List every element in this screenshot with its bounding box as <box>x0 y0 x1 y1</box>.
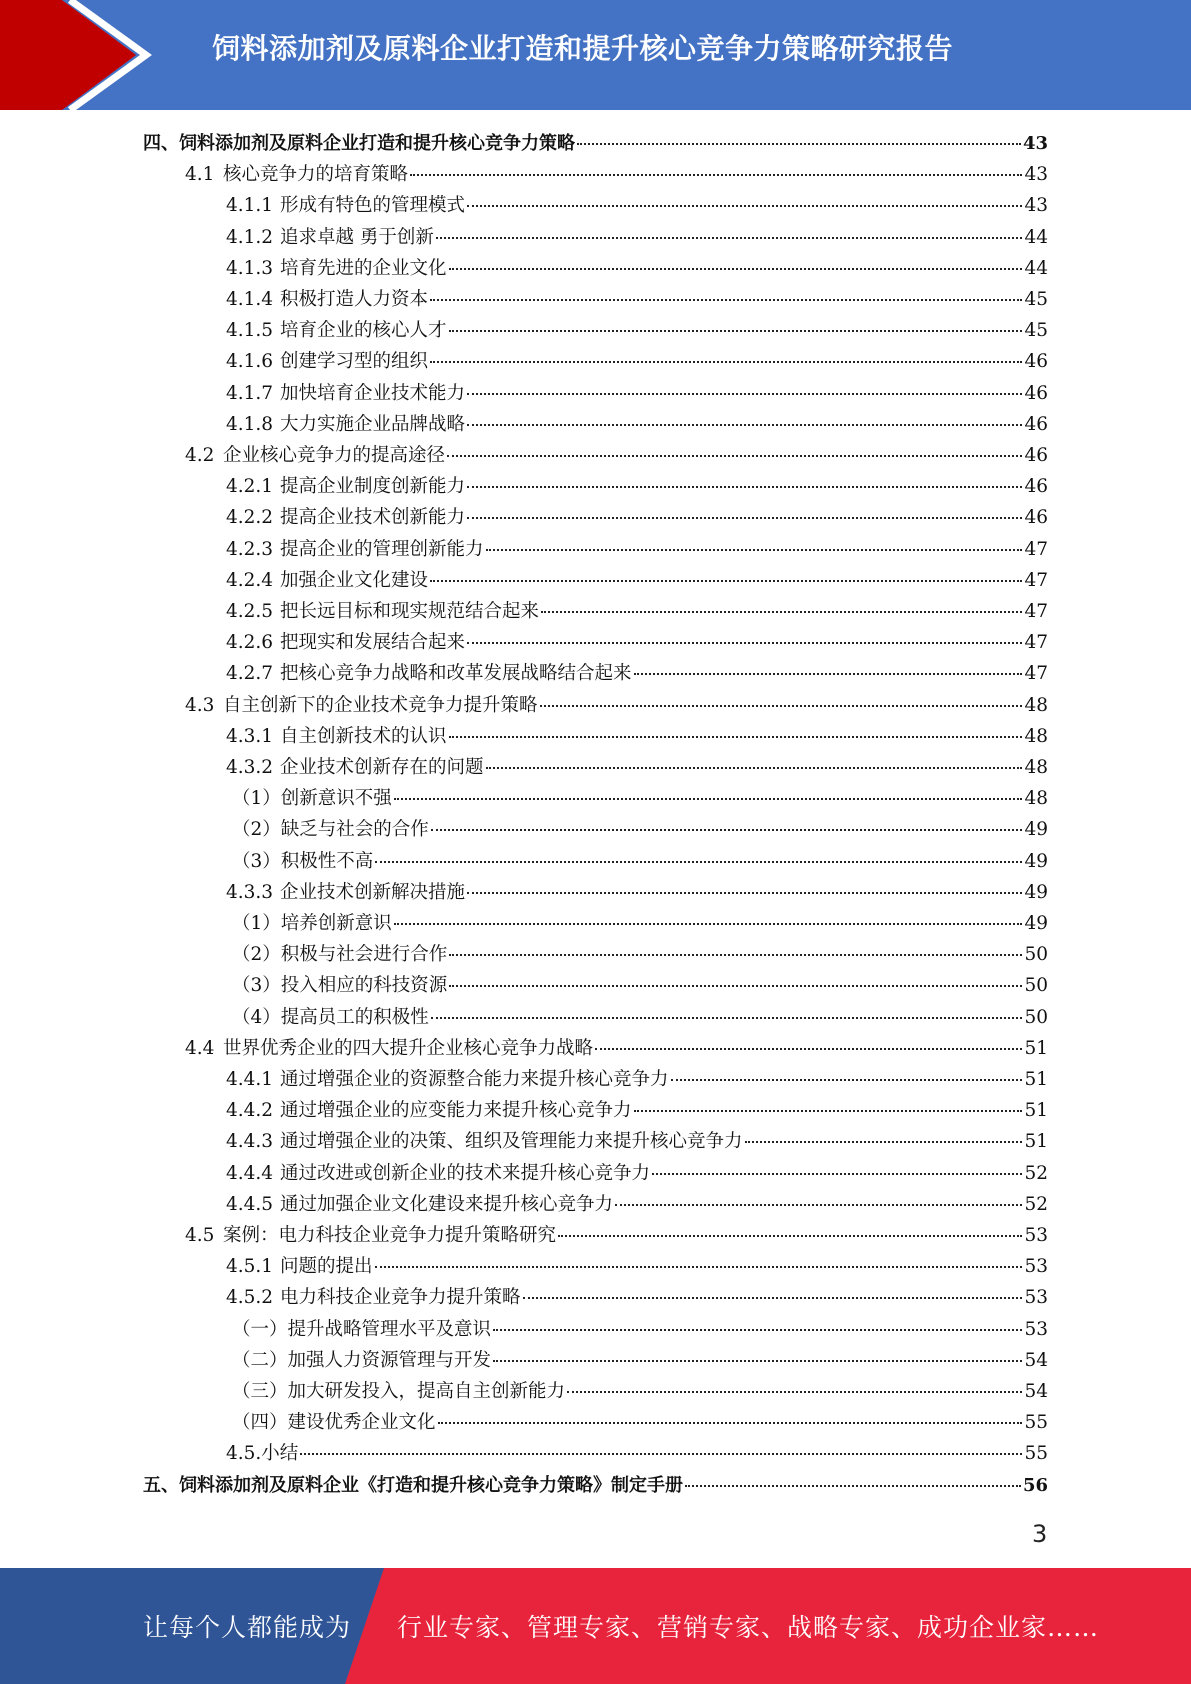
toc-entry-page: 51 <box>1024 1069 1048 1090</box>
toc-entry[interactable] <box>226 409 1048 440</box>
toc-entry[interactable] <box>226 502 1048 533</box>
toc-entry-label: 案例：电力科技企业竞争力提升策略研究 <box>223 1225 557 1246</box>
toc-entry-label: （2）缺乏与社会的合作 <box>232 819 429 840</box>
toc-entry[interactable] <box>226 721 1048 752</box>
toc-entry-page: 46 <box>1024 476 1048 497</box>
toc-entry-label: 通过加强企业文化建设来提升核心竞争力 <box>280 1194 614 1215</box>
toc-entry[interactable] <box>226 565 1048 596</box>
toc-entry-number: 4.2 <box>185 445 215 466</box>
toc-entry-page: 55 <box>1024 1443 1048 1464</box>
toc-leader-dots <box>375 861 1022 863</box>
toc-entry[interactable] <box>226 752 1048 783</box>
toc-entry-number: 4.1.2 <box>226 227 274 248</box>
toc-entry-label: 企业技术创新存在的问题 <box>280 757 484 778</box>
toc-leader-dots <box>671 1079 1023 1081</box>
toc-entry-number: 4.4 <box>185 1038 215 1059</box>
toc-entry[interactable] <box>226 1251 1048 1282</box>
toc-entry-number: 4.5 <box>185 1225 215 1246</box>
toc-entry[interactable] <box>226 658 1048 689</box>
toc-entry-number: 4.1.8 <box>226 414 274 435</box>
toc-entry-label: （三）加大研发投入，提高自主创新能力 <box>232 1381 566 1402</box>
toc-entry-number: 4.1.5 <box>226 320 274 341</box>
toc-leader-dots <box>467 424 1022 426</box>
toc-entry-page: 43 <box>1024 164 1048 185</box>
toc-entry[interactable] <box>226 284 1048 315</box>
toc-entry-label: 把长远目标和现实规范结合起来 <box>280 601 540 622</box>
toc-leader-dots <box>447 455 1022 457</box>
toc-leader-dots <box>567 1391 1022 1393</box>
toc-entry-label: 培育先进的企业文化 <box>280 258 447 279</box>
toc-entry-label: 形成有特色的管理模式 <box>280 195 466 216</box>
toc-entry-number: 4.1 <box>185 164 215 185</box>
toc-entry-page: 53 <box>1024 1256 1048 1277</box>
toc-entry-label: 追求卓越 勇于创新 <box>280 227 434 248</box>
toc-entry-label: 五、饲料添加剂及原料企业《打造和提升核心竞争力策略》制定手册 <box>143 1475 683 1496</box>
toc-leader-dots <box>394 923 1023 925</box>
toc-entry-label: 自主创新下的企业技术竞争力提升策略 <box>223 695 538 716</box>
toc-entry[interactable] <box>226 1095 1048 1126</box>
toc-entry-label: （3）投入相应的科技资源 <box>232 975 448 996</box>
toc-leader-dots <box>577 143 1021 145</box>
toc-entry-number: 4.3 <box>185 695 215 716</box>
toc-leader-dots <box>486 549 1023 551</box>
toc-leader-dots <box>540 705 1023 707</box>
toc-entry-label: 把现实和发展结合起来 <box>280 632 466 653</box>
toc-leader-dots <box>493 1360 1022 1362</box>
toc-entry[interactable] <box>226 1438 1048 1469</box>
toc-leader-dots <box>467 486 1022 488</box>
toc-entry-page: 43 <box>1022 133 1048 154</box>
toc-entry-label: （4）提高员工的积极性 <box>232 1007 429 1028</box>
toc-entry-page: 47 <box>1024 539 1048 560</box>
toc-leader-dots <box>634 673 1023 675</box>
toc-entry-number: 4.1.1 <box>226 195 274 216</box>
toc-entry-label: 通过增强企业的资源整合能力来提升核心竞争力 <box>280 1069 669 1090</box>
toc-entry-page: 47 <box>1024 601 1048 622</box>
toc-entry-label: （2）积极与社会进行合作 <box>232 944 448 965</box>
page-number: 3 <box>1032 1520 1048 1548</box>
header-band <box>0 0 1191 110</box>
toc-entry-page: 46 <box>1024 351 1048 372</box>
toc-entry-page: 49 <box>1024 819 1048 840</box>
toc-entry-label: 核心竞争力的培育策略 <box>223 164 409 185</box>
toc-leader-dots <box>300 1453 1022 1455</box>
toc-entry-page: 52 <box>1024 1163 1048 1184</box>
toc-entry-label: 积极打造人力资本 <box>280 289 429 310</box>
toc-leader-dots <box>449 736 1023 738</box>
toc-entry-label: 加强企业文化建设 <box>280 570 429 591</box>
toc-entry[interactable] <box>226 1282 1048 1313</box>
toc-entry-page: 47 <box>1024 632 1048 653</box>
toc-entry-page: 45 <box>1024 289 1048 310</box>
toc-entry-page: 53 <box>1024 1319 1048 1340</box>
toc-entry[interactable] <box>226 1126 1048 1157</box>
toc-entry[interactable] <box>226 627 1048 658</box>
toc-entry-number: 4.3.3 <box>226 882 274 903</box>
toc-entry[interactable] <box>226 471 1048 502</box>
toc-entry-page: 48 <box>1024 788 1048 809</box>
toc-leader-dots <box>410 174 1022 176</box>
toc-entry-label: （1）创新意识不强 <box>232 788 392 809</box>
toc-entry[interactable] <box>232 1345 1048 1376</box>
footer-slogan-right: 行业专家、管理专家、营销专家、战略专家、成功企业家…… <box>397 1613 1100 1642</box>
toc-entry-label: 通过增强企业的应变能力来提升核心竞争力 <box>280 1100 632 1121</box>
toc-entry-number: 4.3.1 <box>226 726 274 747</box>
toc-entry[interactable] <box>226 346 1048 377</box>
toc-entry-label: 创建学习型的组织 <box>280 351 429 372</box>
toc-entry-number: 4.2.7 <box>226 663 274 684</box>
toc-entry-number: 4.2.3 <box>226 539 274 560</box>
toc-entry[interactable] <box>143 128 1048 159</box>
toc-leader-dots <box>431 1017 1023 1019</box>
toc-entry[interactable] <box>232 1002 1048 1033</box>
toc-leader-dots <box>652 1173 1022 1175</box>
toc-entry-page: 46 <box>1024 445 1048 466</box>
toc-entry-label: 把核心竞争力战略和改革发展战略结合起来 <box>280 663 632 684</box>
toc-entry[interactable] <box>232 814 1048 845</box>
toc-leader-dots <box>467 393 1022 395</box>
toc-entry-page: 52 <box>1024 1194 1048 1215</box>
toc-entry-number: 4.1.4 <box>226 289 274 310</box>
toc-entry[interactable] <box>226 534 1048 565</box>
toc-entry-number: 4.1.6 <box>226 351 274 372</box>
toc-entry-page: 46 <box>1024 383 1048 404</box>
toc-entry-number: 4.2.6 <box>226 632 274 653</box>
toc-entry[interactable] <box>232 939 1048 970</box>
toc-leader-dots <box>493 1329 1022 1331</box>
toc-entry[interactable] <box>232 970 1048 1001</box>
toc-entry-label: 提高企业技术创新能力 <box>280 507 466 528</box>
toc-entry-page: 54 <box>1024 1350 1048 1371</box>
toc-entry[interactable] <box>232 1407 1048 1438</box>
toc-leader-dots <box>558 1235 1022 1237</box>
toc-entry-page: 43 <box>1024 195 1048 216</box>
footer-slogan-left: 让每个人都能成为 <box>143 1613 352 1642</box>
toc-leader-dots <box>467 517 1022 519</box>
toc-entry[interactable] <box>226 1189 1048 1220</box>
toc-entry-number: 4.3.2 <box>226 757 274 778</box>
toc-entry-page: 48 <box>1024 757 1048 778</box>
toc-entry-page: 49 <box>1024 913 1048 934</box>
toc-entry[interactable] <box>226 190 1048 221</box>
toc-entry[interactable] <box>232 783 1048 814</box>
toc-entry-number: 4.5.2 <box>226 1287 274 1308</box>
toc-entry-page: 50 <box>1024 944 1048 965</box>
toc-entry-label: 提高企业制度创新能力 <box>280 476 466 497</box>
document-title: 饲料添加剂及原料企业打造和提升核心竞争力策略研究报告 <box>212 32 954 65</box>
toc-leader-dots <box>523 1297 1023 1299</box>
toc-entry-number: 4.4.2 <box>226 1100 274 1121</box>
toc-entry[interactable] <box>232 846 1048 877</box>
toc-entry-label: 四、饲料添加剂及原料企业打造和提升核心竞争力策略 <box>143 133 575 154</box>
toc-leader-dots <box>430 299 1022 301</box>
toc-entry-label: 企业核心竞争力的提高途径 <box>223 445 446 466</box>
toc-entry[interactable] <box>226 315 1048 346</box>
toc-leader-dots <box>449 268 1023 270</box>
toc-leader-dots <box>467 205 1022 207</box>
toc-entry-number: 4.2.1 <box>226 476 274 497</box>
toc-leader-dots <box>436 237 1023 239</box>
toc-entry-page: 54 <box>1024 1381 1048 1402</box>
toc-entry-page: 51 <box>1024 1100 1048 1121</box>
toc-leader-dots <box>430 580 1022 582</box>
toc-entry-number: 4.4.4 <box>226 1163 274 1184</box>
toc-leader-dots <box>615 1204 1022 1206</box>
toc-leader-dots <box>467 642 1022 644</box>
toc-entry[interactable] <box>226 378 1048 409</box>
toc-entry-page: 49 <box>1024 851 1048 872</box>
toc-leader-dots <box>467 892 1022 894</box>
toc-entry[interactable] <box>226 1158 1048 1189</box>
toc-entry[interactable] <box>232 1376 1048 1407</box>
toc-entry-label: 通过改进或创新企业的技术来提升核心竞争力 <box>280 1163 651 1184</box>
toc-entry-page: 50 <box>1024 975 1048 996</box>
toc-entry-label: 问题的提出 <box>280 1256 373 1277</box>
toc-entry-page: 44 <box>1024 258 1048 279</box>
toc-entry-label: （二）加强人力资源管理与开发 <box>232 1350 492 1371</box>
header-red-arrow <box>0 0 136 110</box>
toc-leader-dots <box>394 798 1023 800</box>
toc-entry-page: 46 <box>1024 507 1048 528</box>
toc-leader-dots <box>449 954 1022 956</box>
toc-entry[interactable] <box>185 1033 1048 1064</box>
toc-entry[interactable] <box>232 908 1048 939</box>
toc-entry-number: 4.2.2 <box>226 507 274 528</box>
toc-leader-dots <box>449 985 1022 987</box>
toc-entry-page: 50 <box>1024 1007 1048 1028</box>
toc-leader-dots <box>685 1485 1021 1487</box>
toc-leader-dots <box>595 1048 1022 1050</box>
toc-entry-label: 自主创新技术的认识 <box>280 726 447 747</box>
toc-entry[interactable] <box>185 1220 1048 1251</box>
toc-entry-number: 4.1.7 <box>226 383 274 404</box>
toc-entry[interactable] <box>143 1470 1048 1501</box>
toc-entry-page: 55 <box>1024 1412 1048 1433</box>
toc-entry-label: 大力实施企业品牌战略 <box>280 414 466 435</box>
toc-entry-label: （一）提升战略管理水平及意识 <box>232 1319 492 1340</box>
toc-leader-dots <box>375 1266 1023 1268</box>
toc-entry-label: （1）培养创新意识 <box>232 913 392 934</box>
toc-entry-page: 48 <box>1024 695 1048 716</box>
toc-entry-number: 4.1.3 <box>226 258 274 279</box>
toc-entry-page: 48 <box>1024 726 1048 747</box>
toc-entry-page: 51 <box>1024 1038 1048 1059</box>
toc-entry-number: 4.2.5 <box>226 601 274 622</box>
toc-entry-page: 51 <box>1024 1131 1048 1152</box>
toc-leader-dots <box>745 1141 1023 1143</box>
toc-entry[interactable] <box>226 877 1048 908</box>
toc-entry[interactable] <box>232 1314 1048 1345</box>
toc-entry[interactable] <box>185 440 1048 471</box>
toc-entry-label: （四）建设优秀企业文化 <box>232 1412 436 1433</box>
toc-leader-dots <box>449 330 1023 332</box>
toc-entry-page: 46 <box>1024 414 1048 435</box>
toc-entry-page: 47 <box>1024 663 1048 684</box>
toc-entry-page: 47 <box>1024 570 1048 591</box>
toc-leader-dots <box>431 829 1023 831</box>
toc-leader-dots <box>634 1110 1023 1112</box>
toc-entry-page: 45 <box>1024 320 1048 341</box>
toc-entry[interactable] <box>226 1064 1048 1095</box>
toc-leader-dots <box>541 611 1022 613</box>
toc-entry-label: 4.5.小结 <box>226 1443 299 1464</box>
toc-entry-page: 56 <box>1022 1475 1048 1496</box>
toc-entry-number: 4.4.1 <box>226 1069 274 1090</box>
toc-entry-page: 53 <box>1024 1287 1048 1308</box>
toc-entry-label: 加快培育企业技术能力 <box>280 383 466 404</box>
toc-entry-number: 4.4.5 <box>226 1194 274 1215</box>
toc-leader-dots <box>430 361 1022 363</box>
toc-entry-label: 世界优秀企业的四大提升企业核心竞争力战略 <box>223 1038 594 1059</box>
toc-entry-page: 44 <box>1024 227 1048 248</box>
toc-entry[interactable] <box>226 596 1048 627</box>
toc-entry-label: 企业技术创新解决措施 <box>280 882 466 903</box>
footer-band <box>0 1568 1191 1684</box>
toc-entry-page: 49 <box>1024 882 1048 903</box>
toc-entry[interactable] <box>185 159 1048 190</box>
toc-entry-label: 通过增强企业的决策、组织及管理能力来提升核心竞争力 <box>280 1131 743 1152</box>
toc-entry[interactable] <box>226 253 1048 284</box>
toc-entry-page: 53 <box>1024 1225 1048 1246</box>
toc-entry-label: 电力科技企业竞争力提升策略 <box>280 1287 521 1308</box>
toc-entry-label: （3）积极性不高 <box>232 851 374 872</box>
toc-entry-number: 4.2.4 <box>226 570 274 591</box>
toc-leader-dots <box>486 767 1023 769</box>
toc-entry-number: 4.5.1 <box>226 1256 274 1277</box>
toc-entry-number: 4.4.3 <box>226 1131 274 1152</box>
toc-entry[interactable] <box>226 222 1048 253</box>
toc-leader-dots <box>438 1422 1023 1424</box>
toc-entry-label: 培育企业的核心人才 <box>280 320 447 341</box>
toc-entry-label: 提高企业的管理创新能力 <box>280 539 484 560</box>
toc-entry[interactable] <box>185 690 1048 721</box>
